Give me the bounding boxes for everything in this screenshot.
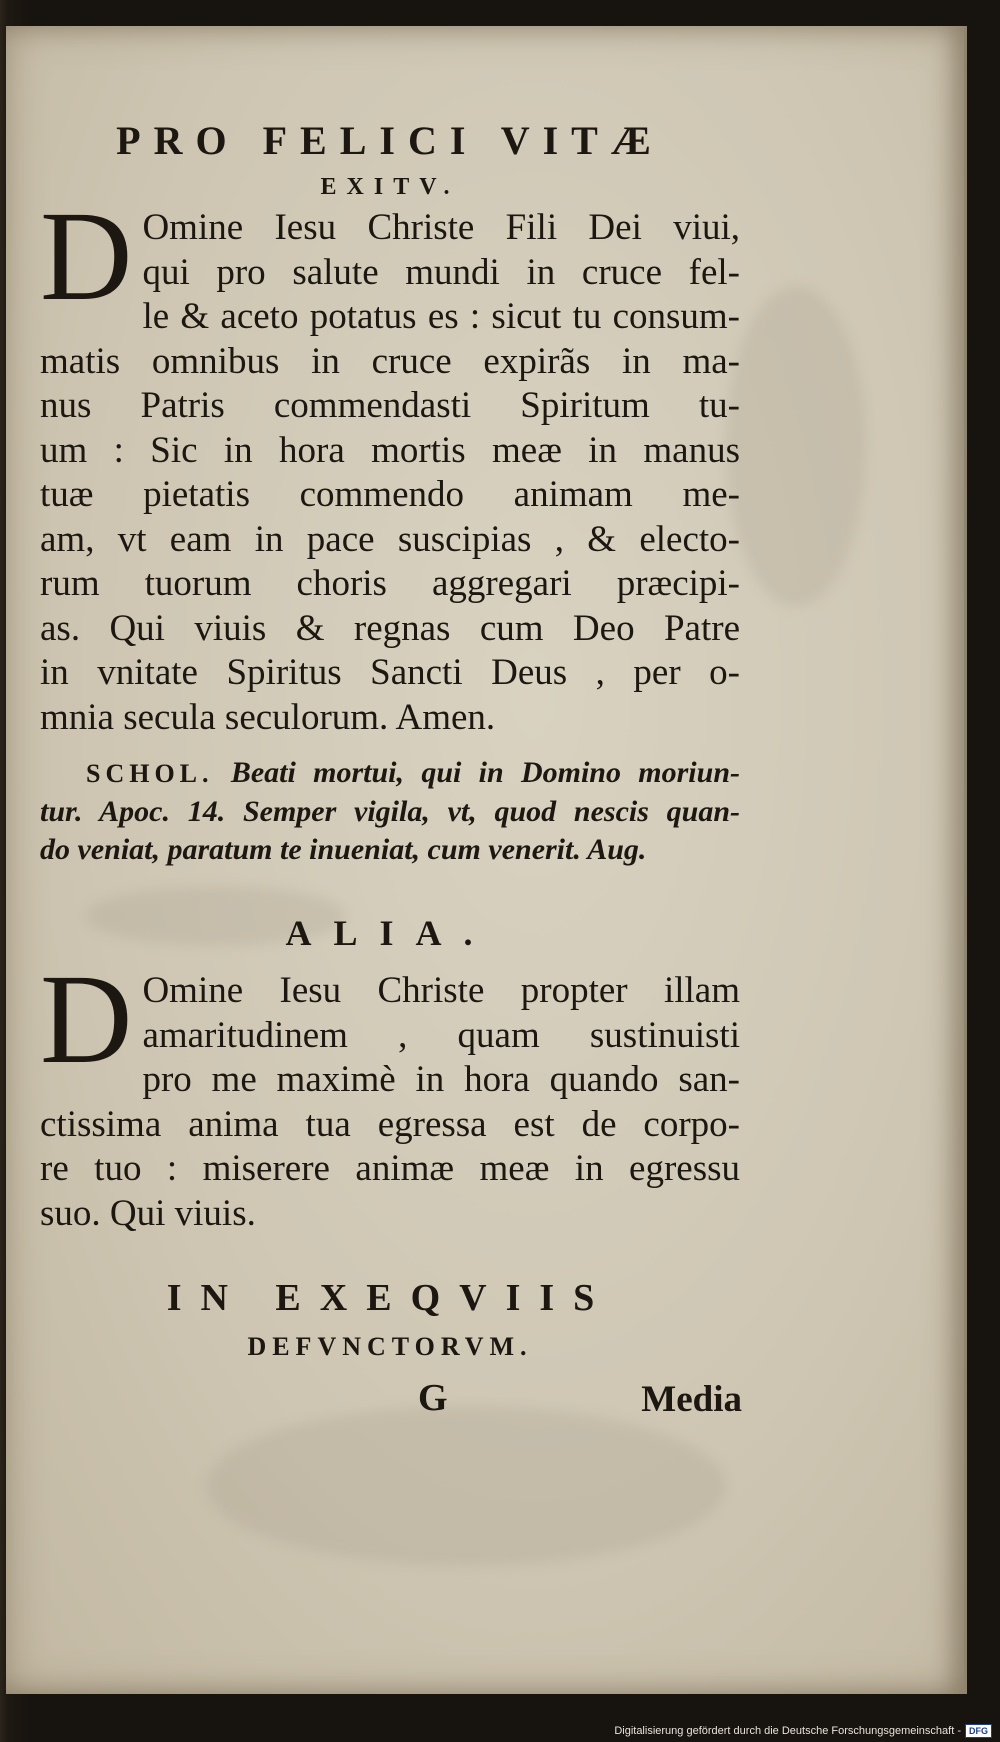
scholion-line: do veniat, paratum te inueniat, cum venerit. Aug. — [40, 833, 647, 866]
dfg-logo: DFG — [965, 1724, 992, 1738]
scholion-text: Beati mortui, qui in Domino moriun- — [230, 756, 741, 789]
drop-cap: D — [40, 185, 133, 327]
credit-text: Digitalisierung gefördert durch die Deutsche Forschungsgemeinschaft - — [614, 1725, 961, 1737]
drop-cap: D — [40, 948, 133, 1090]
prayer-line: re tuo : miserere animæ meæ in egressu — [40, 1148, 740, 1189]
prayer-line: amaritudinem , quam sustinuisti — [142, 1014, 740, 1056]
scholion-label: SCHOL. — [86, 759, 214, 788]
prayer-line: rum tuorum choris aggregari præcipi- — [40, 563, 740, 604]
alia-heading: ALIA. — [285, 913, 495, 953]
scholion-line: tur. Apoc. 14. Semper vigila, vt, quod nescis quan- — [40, 795, 740, 828]
prayer-line: matis omnibus in cruce expirãs in ma- — [40, 340, 740, 382]
prayer-line: in vnitate Spiritus Sancti Deus , per o- — [40, 652, 740, 693]
book-page — [6, 26, 967, 1694]
prayer-line: Omine Iesu Christe Fili Dei viui, — [142, 207, 740, 248]
section-subheading: DEFVNCTORVM. — [247, 1332, 533, 1361]
prayer-line: le & aceto potatus es : sicut tu consum- — [142, 296, 740, 337]
prayer-second — [40, 948, 740, 1236]
scholion-note — [40, 754, 740, 869]
page-footer — [40, 1376, 740, 1426]
digitization-credit — [614, 1724, 992, 1738]
prayer-line: as. Qui viuis & regnas cum Deo Patre — [40, 607, 740, 649]
page-subheading: EXITV. — [320, 174, 460, 200]
signature-mark: G — [418, 1377, 448, 1419]
paper-stain — [206, 1406, 726, 1566]
prayer-line: ctissima anima tua egressa est de corpo- — [40, 1103, 740, 1145]
page-heading: PRO FELICI VITÆ — [116, 118, 664, 163]
prayer-line: um : Sic in hora mortis meæ in manus — [40, 429, 740, 471]
paper-stain — [726, 286, 866, 606]
prayer-line: suo. Qui viuis. — [40, 1192, 256, 1234]
page-text — [40, 118, 740, 1426]
prayer-line: nus Patris commendasti Spiritum tu- — [40, 385, 740, 426]
scholion-line — [40, 754, 740, 793]
section-heading: IN EXEQVIIS — [166, 1277, 614, 1319]
catchword: Media — [641, 1379, 742, 1420]
prayer-line: tuæ pietatis commendo animam me- — [40, 474, 740, 515]
prayer-line: mnia secula seculorum. Amen. — [40, 696, 496, 738]
prayer-line: am, vt eam in pace suscipias , & electo- — [40, 518, 740, 560]
prayer-line: pro me maximè in hora quando san- — [142, 1059, 740, 1100]
prayer-line: qui pro salute mundi in cruce fel- — [142, 251, 740, 293]
prayer-line: Omine Iesu Christe propter illam — [142, 970, 740, 1011]
